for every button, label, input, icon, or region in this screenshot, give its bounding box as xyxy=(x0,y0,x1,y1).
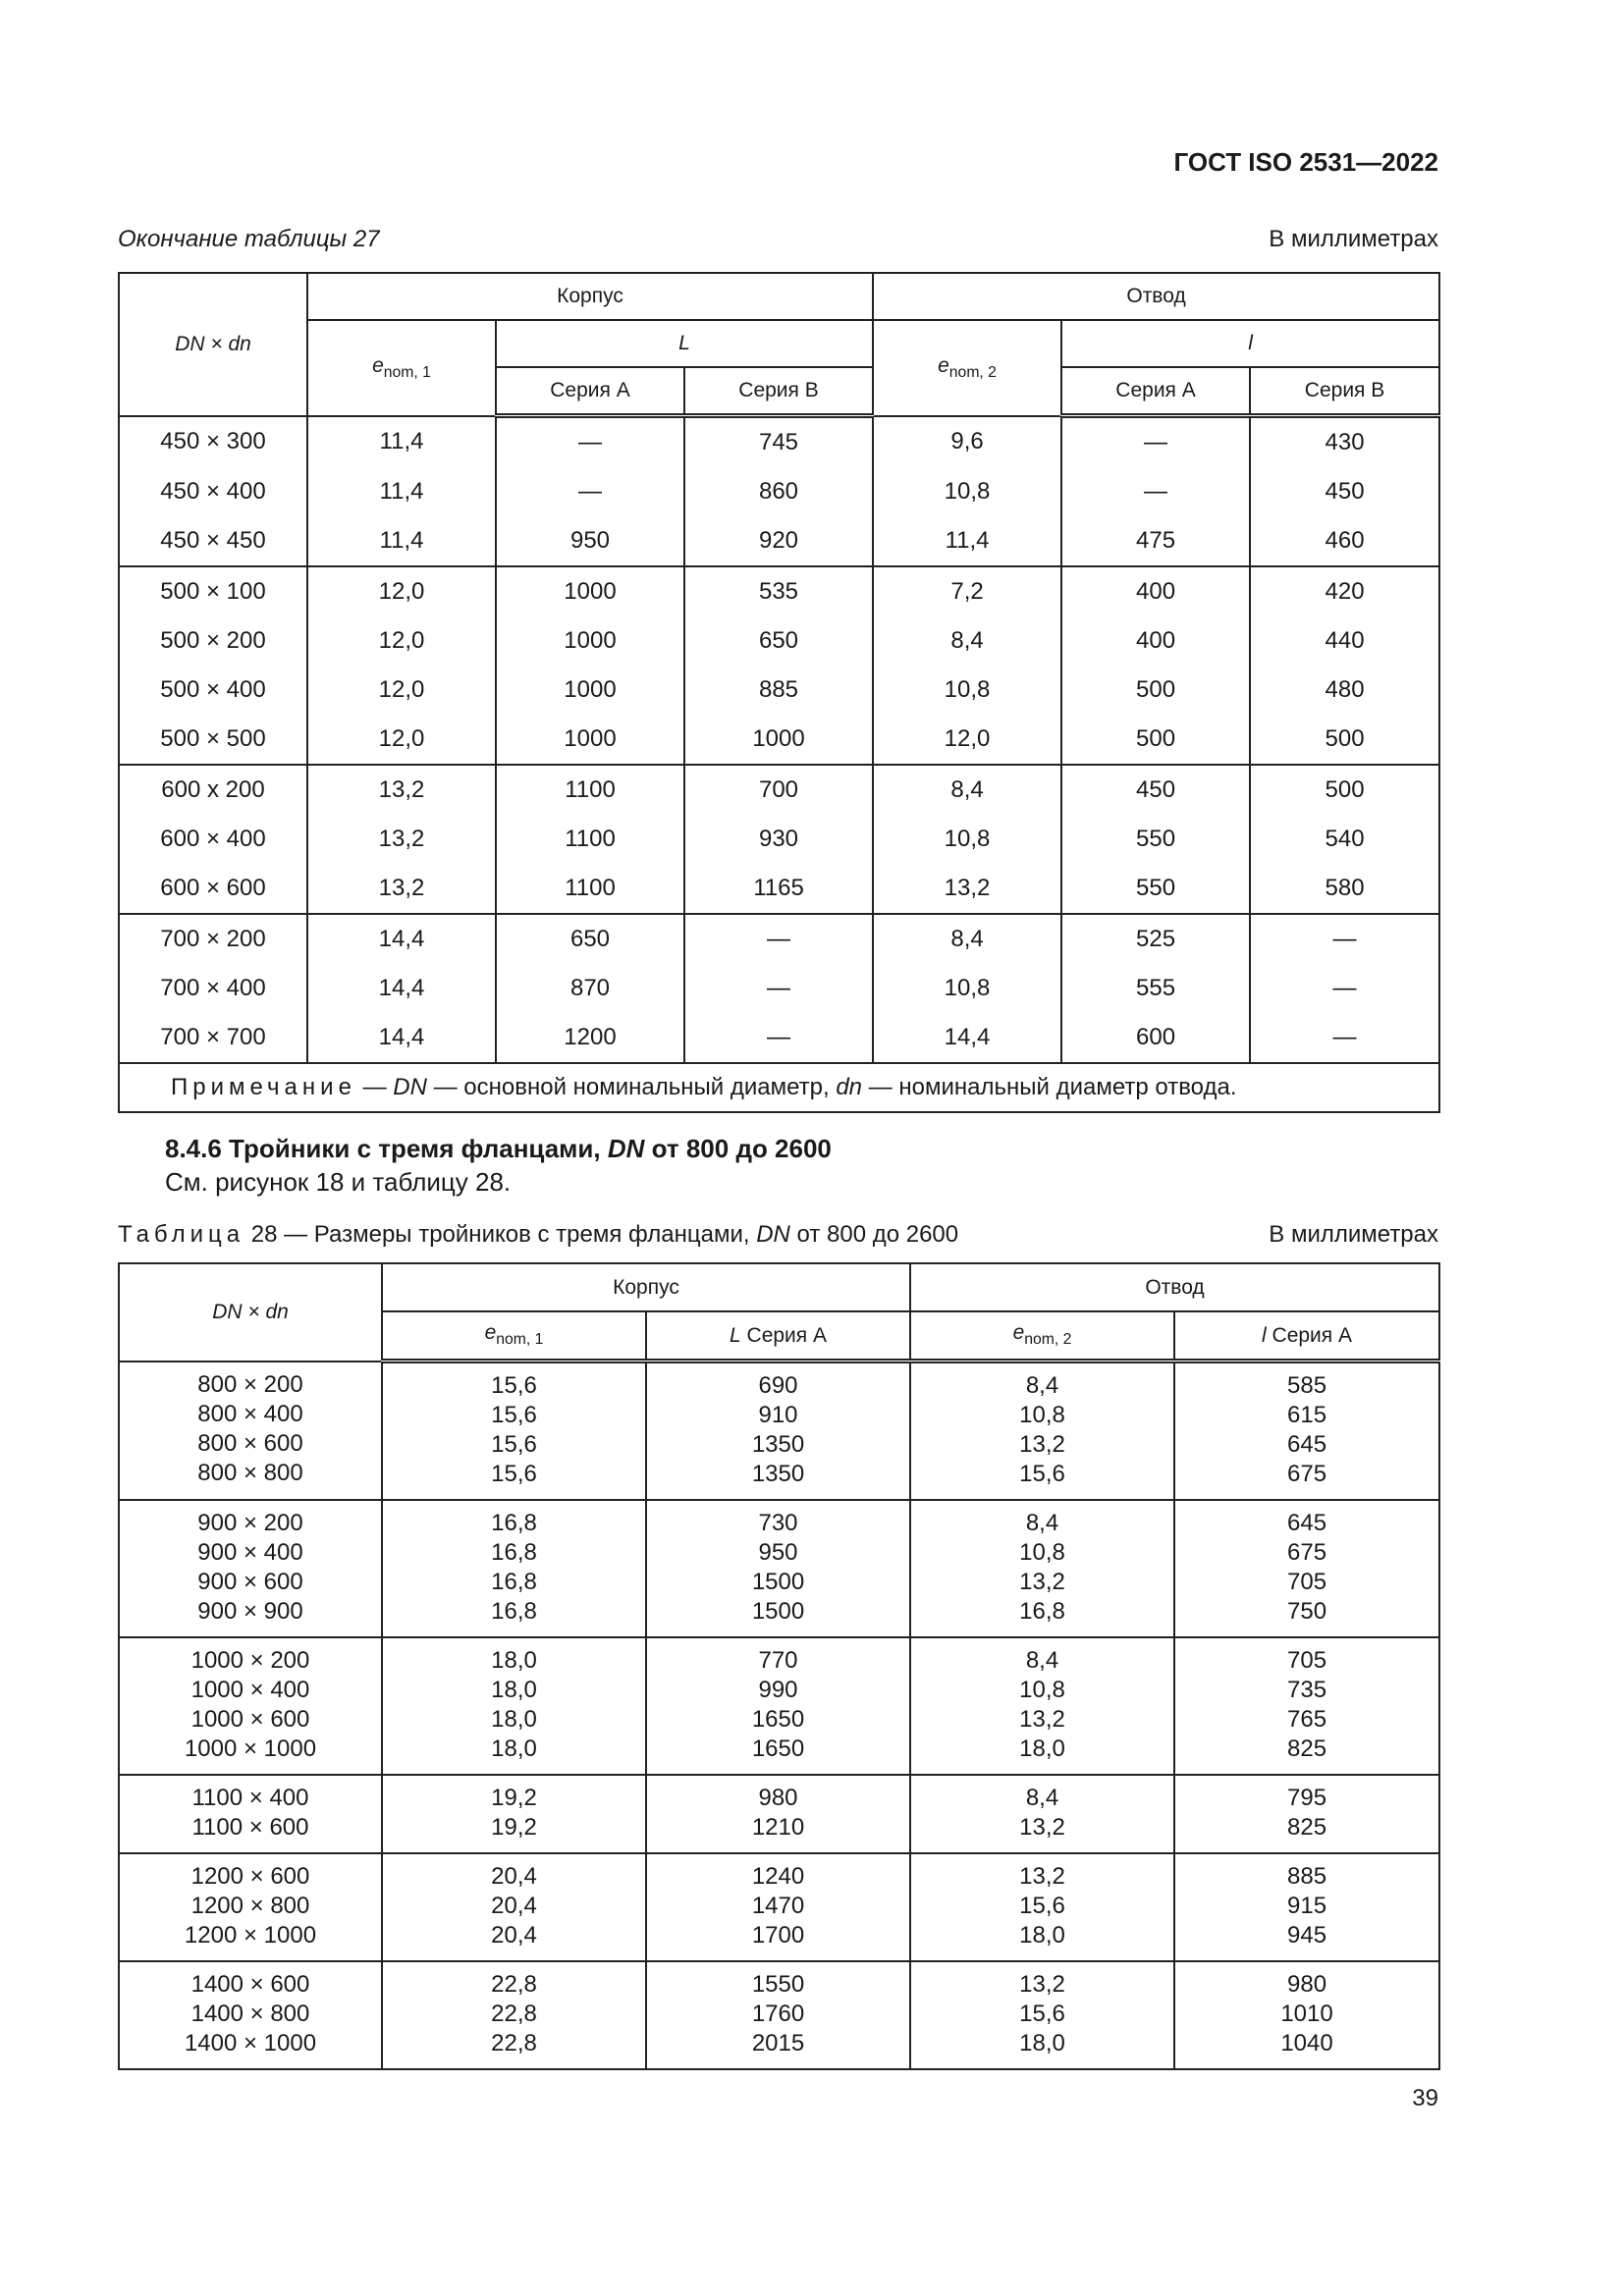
table-row-group xyxy=(119,1637,1439,1775)
cell-e1 xyxy=(382,1637,646,1775)
cell-value: 22,8 xyxy=(491,1971,537,1998)
cell-value: 1240 xyxy=(751,1863,805,1890)
cell-value: 900 × 400 xyxy=(197,1539,303,1566)
cell-value: 15,6 xyxy=(491,1372,537,1399)
cell-dn: 700 × 400 xyxy=(119,964,307,1013)
cell-dn: 500 × 200 xyxy=(119,616,307,666)
header-l-series-a: Серия А xyxy=(1061,367,1250,416)
cell-dn xyxy=(119,1775,382,1853)
cell-l-series-b: 540 xyxy=(1250,815,1439,864)
cell-e2 xyxy=(910,1362,1174,1501)
cell-value: 825 xyxy=(1287,1814,1327,1841)
table-row xyxy=(119,815,1439,864)
cell-value: 16,8 xyxy=(1019,1598,1065,1625)
table-row-group xyxy=(119,1853,1439,1961)
cell-l-series-b: — xyxy=(1250,914,1439,964)
cell-l xyxy=(1174,1500,1439,1637)
cell-value: 15,6 xyxy=(1019,2001,1065,2027)
cell-value: 735 xyxy=(1287,1677,1327,1703)
cell-value: 795 xyxy=(1287,1785,1327,1811)
cell-l-series-b: 500 xyxy=(1250,715,1439,765)
cell-value: 1010 xyxy=(1280,2001,1333,2027)
cell-e-nom-1: 11,4 xyxy=(307,416,496,468)
cell-value: 8,4 xyxy=(1025,1647,1059,1674)
cell-e1 xyxy=(382,1500,646,1637)
table-28 xyxy=(118,1262,1440,2070)
table-27 xyxy=(118,272,1440,1113)
cell-value: 1350 xyxy=(751,1461,805,1487)
cell-l-series-a: — xyxy=(1061,416,1250,468)
cell-value: 1400 × 1000 xyxy=(184,2030,317,2056)
cell-e-nom-1: 14,4 xyxy=(307,914,496,964)
cell-l-series-b: 480 xyxy=(1250,666,1439,715)
cell-l-series-b: 450 xyxy=(1250,467,1439,516)
cell-L-series-b: 860 xyxy=(684,467,873,516)
cell-e-nom-2: 9,6 xyxy=(873,416,1061,468)
cell-e-nom-1: 12,0 xyxy=(307,715,496,765)
cell-L-series-a: — xyxy=(496,467,684,516)
cell-value: 1000 × 400 xyxy=(190,1677,310,1703)
cell-l-series-b: 580 xyxy=(1250,864,1439,914)
cell-value: 1500 xyxy=(751,1598,805,1625)
cell-value: 10,8 xyxy=(1019,1402,1065,1428)
header-branch: Отвод xyxy=(873,273,1439,320)
table28-caption: Таблица 28 — Размеры тройников с тремя фланцами, DN от 800 до 2600 xyxy=(118,1221,959,1248)
cell-value: 13,2 xyxy=(1019,1569,1065,1595)
header-l-series-b: Серия В xyxy=(1250,367,1439,416)
cell-value: 705 xyxy=(1287,1647,1327,1674)
cell-e2 xyxy=(910,1775,1174,1853)
cell-L-series-a: 1000 xyxy=(496,715,684,765)
table-row xyxy=(119,864,1439,914)
table-row xyxy=(119,666,1439,715)
cell-dn: 450 × 400 xyxy=(119,467,307,516)
cell-value: 980 xyxy=(1287,1971,1327,1998)
cell-value: 1100 × 600 xyxy=(191,1814,309,1841)
cell-value: 16,8 xyxy=(491,1569,537,1595)
cell-e-nom-1: 12,0 xyxy=(307,616,496,666)
cell-value: 13,2 xyxy=(1019,1431,1065,1458)
cell-value: 885 xyxy=(1287,1863,1327,1890)
cell-L-series-b: 930 xyxy=(684,815,873,864)
cell-e-nom-2: 11,4 xyxy=(873,516,1061,566)
cell-l-series-b: 460 xyxy=(1250,516,1439,566)
cell-value: 585 xyxy=(1287,1372,1327,1399)
cell-L-series-b: — xyxy=(684,1013,873,1063)
cell-value: 18,0 xyxy=(491,1706,537,1733)
cell-e-nom-2: 13,2 xyxy=(873,864,1061,914)
cell-value: 10,8 xyxy=(1019,1677,1065,1703)
cell-l-series-a: 525 xyxy=(1061,914,1250,964)
cell-L-series-b: 1165 xyxy=(684,864,873,914)
cell-e-nom-1: 13,2 xyxy=(307,765,496,815)
header-L-series-a: Серия А xyxy=(496,367,684,416)
cell-L-series-b: 920 xyxy=(684,516,873,566)
section-reference: См. рисунок 18 и таблицу 28. xyxy=(165,1167,512,1197)
cell-value: 18,0 xyxy=(1019,1735,1065,1762)
cell-L-series-b: 885 xyxy=(684,666,873,715)
cell-L-series-b: 1000 xyxy=(684,715,873,765)
cell-L-series-a: 950 xyxy=(496,516,684,566)
table-row-group xyxy=(119,1500,1439,1637)
section-heading: 8.4.6 Тройники с тремя фланцами, DN от 800 до 2600 xyxy=(165,1134,832,1163)
cell-value: 19,2 xyxy=(491,1814,537,1841)
cell-l-series-b: — xyxy=(1250,1013,1439,1063)
cell-value: 1000 × 600 xyxy=(190,1706,310,1733)
cell-value: 900 × 600 xyxy=(197,1569,303,1595)
cell-L-series-b: 700 xyxy=(684,765,873,815)
cell-L-series-a: 1000 xyxy=(496,666,684,715)
cell-L xyxy=(646,1961,910,2069)
cell-value: 1400 × 600 xyxy=(190,1971,310,1998)
cell-value: 615 xyxy=(1287,1402,1327,1428)
cell-dn xyxy=(119,1362,382,1501)
cell-l-series-a: 450 xyxy=(1061,765,1250,815)
cell-value: 16,8 xyxy=(491,1539,537,1566)
cell-value: 22,8 xyxy=(491,2001,537,2027)
table-row-group xyxy=(119,1961,1439,2069)
cell-value: 15,6 xyxy=(491,1461,537,1487)
header-e-nom-1: $e_{nom, 1}$ xyxy=(307,320,496,416)
table-row xyxy=(119,616,1439,666)
cell-e-nom-2: 14,4 xyxy=(873,1013,1061,1063)
cell-L-series-a: 1000 xyxy=(496,616,684,666)
cell-value: 18,0 xyxy=(491,1677,537,1703)
cell-value: 8,4 xyxy=(1025,1510,1059,1536)
cell-L-series-a: 870 xyxy=(496,964,684,1013)
cell-value: 765 xyxy=(1287,1706,1327,1733)
cell-value: 1470 xyxy=(751,1893,805,1919)
table-row xyxy=(119,914,1439,964)
cell-l-series-a: 500 xyxy=(1061,715,1250,765)
cell-value: 945 xyxy=(1287,1922,1327,1949)
header-dn: DN × dn xyxy=(119,1263,382,1362)
cell-value: 900 × 900 xyxy=(197,1598,303,1625)
cell-value: 730 xyxy=(758,1510,798,1536)
cell-e-nom-1: 12,0 xyxy=(307,566,496,616)
cell-value: 980 xyxy=(758,1785,798,1811)
cell-e-nom-1: 14,4 xyxy=(307,1013,496,1063)
cell-e-nom-1: 11,4 xyxy=(307,516,496,566)
cell-value: 2015 xyxy=(751,2030,805,2056)
cell-e2 xyxy=(910,1637,1174,1775)
cell-value: 645 xyxy=(1287,1510,1327,1536)
cell-value: 13,2 xyxy=(1019,1863,1065,1890)
cell-L xyxy=(646,1637,910,1775)
cell-value: 8,4 xyxy=(1025,1372,1059,1399)
cell-dn: 500 × 400 xyxy=(119,666,307,715)
cell-L-series-a: 1100 xyxy=(496,815,684,864)
cell-value: 910 xyxy=(758,1402,798,1428)
cell-dn: 500 × 500 xyxy=(119,715,307,765)
cell-e2 xyxy=(910,1961,1174,2069)
cell-L-series-a: 1200 xyxy=(496,1013,684,1063)
cell-l xyxy=(1174,1961,1439,2069)
cell-dn: 700 × 200 xyxy=(119,914,307,964)
cell-value: 690 xyxy=(758,1372,798,1399)
cell-value: 1210 xyxy=(751,1814,805,1841)
cell-l-series-b: 500 xyxy=(1250,765,1439,815)
table-row xyxy=(119,516,1439,566)
cell-dn: 450 × 300 xyxy=(119,416,307,468)
cell-e-nom-1: 14,4 xyxy=(307,964,496,1013)
table-row xyxy=(119,467,1439,516)
header-body: Корпус xyxy=(382,1263,910,1311)
cell-e2 xyxy=(910,1853,1174,1961)
cell-e-nom-2: 10,8 xyxy=(873,467,1061,516)
cell-e-nom-2: 8,4 xyxy=(873,765,1061,815)
cell-l xyxy=(1174,1362,1439,1501)
header-L: L xyxy=(496,320,873,367)
cell-value: 1200 × 1000 xyxy=(184,1922,317,1949)
cell-value: 825 xyxy=(1287,1735,1327,1762)
header-l: l xyxy=(1061,320,1439,367)
cell-L xyxy=(646,1853,910,1961)
cell-value: 1700 xyxy=(751,1922,805,1949)
cell-l xyxy=(1174,1775,1439,1853)
cell-e-nom-2: 8,4 xyxy=(873,616,1061,666)
cell-e-nom-2: 7,2 xyxy=(873,566,1061,616)
cell-l-series-a: 500 xyxy=(1061,666,1250,715)
cell-dn: 600 × 600 xyxy=(119,864,307,914)
cell-e-nom-2: 12,0 xyxy=(873,715,1061,765)
cell-value: 645 xyxy=(1287,1431,1327,1458)
cell-dn: 600 x 200 xyxy=(119,765,307,815)
page-number: 39 xyxy=(1412,2085,1438,2111)
cell-value: 1500 xyxy=(751,1569,805,1595)
cell-value: 20,4 xyxy=(491,1893,537,1919)
cell-dn xyxy=(119,1500,382,1637)
cell-L-series-b: — xyxy=(684,964,873,1013)
table27-units: В миллиметрах xyxy=(1269,226,1438,252)
header-e-nom-2: $e_{nom, 2}$ xyxy=(873,320,1061,416)
cell-dn xyxy=(119,1853,382,1961)
cell-e-nom-1: 13,2 xyxy=(307,815,496,864)
cell-l-series-a: 475 xyxy=(1061,516,1250,566)
table-note: Примечание — DN — основной номинальный диаметр, dn — номинальный диаметр отвода. xyxy=(119,1063,1439,1112)
cell-value: 1400 × 800 xyxy=(190,2001,310,2027)
header-branch: Отвод xyxy=(910,1263,1439,1311)
cell-dn: 500 × 100 xyxy=(119,566,307,616)
cell-L-series-a: 1100 xyxy=(496,864,684,914)
cell-e1 xyxy=(382,1961,646,2069)
cell-l-series-a: 550 xyxy=(1061,815,1250,864)
cell-value: 16,8 xyxy=(491,1510,537,1536)
table-row xyxy=(119,964,1439,1013)
table27-caption: Окончание таблицы 27 xyxy=(118,226,380,252)
cell-value: 1100 × 400 xyxy=(191,1785,309,1811)
header-dn: DN × dn xyxy=(119,273,307,416)
table28-units: В миллиметрах xyxy=(1269,1221,1438,1248)
cell-dn xyxy=(119,1637,382,1775)
cell-value: 13,2 xyxy=(1019,1971,1065,1998)
cell-value: 1000 × 1000 xyxy=(184,1735,317,1762)
header-e-nom-1: $e_{nom, 1}$ xyxy=(382,1311,646,1362)
cell-value: 900 × 200 xyxy=(197,1510,303,1536)
cell-value: 800 × 600 xyxy=(197,1430,303,1458)
cell-value: 750 xyxy=(1287,1598,1327,1625)
cell-value: 15,6 xyxy=(491,1431,537,1458)
cell-value: 8,4 xyxy=(1025,1785,1059,1811)
cell-L-series-b: 650 xyxy=(684,616,873,666)
cell-e-nom-2: 8,4 xyxy=(873,914,1061,964)
cell-value: 800 × 800 xyxy=(197,1460,303,1487)
cell-L xyxy=(646,1775,910,1853)
cell-value: 15,6 xyxy=(1019,1461,1065,1487)
cell-e1 xyxy=(382,1362,646,1501)
cell-l-series-b: 420 xyxy=(1250,566,1439,616)
cell-L-series-b: 535 xyxy=(684,566,873,616)
cell-value: 1650 xyxy=(751,1706,805,1733)
cell-dn: 700 × 700 xyxy=(119,1013,307,1063)
cell-e-nom-2: 10,8 xyxy=(873,815,1061,864)
table-row-group xyxy=(119,1775,1439,1853)
cell-value: 16,8 xyxy=(491,1598,537,1625)
cell-value: 10,8 xyxy=(1019,1539,1065,1566)
cell-e2 xyxy=(910,1500,1174,1637)
cell-value: 18,0 xyxy=(1019,1922,1065,1949)
cell-value: 22,8 xyxy=(491,2030,537,2056)
table-row xyxy=(119,566,1439,616)
cell-value: 675 xyxy=(1287,1461,1327,1487)
cell-L-series-a: 650 xyxy=(496,914,684,964)
cell-dn xyxy=(119,1961,382,2069)
cell-L-series-b: — xyxy=(684,914,873,964)
cell-value: 1550 xyxy=(751,1971,805,1998)
cell-L-series-a: 1100 xyxy=(496,765,684,815)
cell-value: 1200 × 800 xyxy=(190,1893,310,1919)
cell-value: 20,4 xyxy=(491,1863,537,1890)
cell-l-series-b: 440 xyxy=(1250,616,1439,666)
table-row xyxy=(119,715,1439,765)
cell-value: 18,0 xyxy=(491,1735,537,1762)
cell-value: 705 xyxy=(1287,1569,1327,1595)
table-row xyxy=(119,416,1439,468)
cell-value: 13,2 xyxy=(1019,1814,1065,1841)
cell-value: 800 × 200 xyxy=(197,1371,303,1399)
cell-l-series-a: — xyxy=(1061,467,1250,516)
cell-L xyxy=(646,1500,910,1637)
cell-L xyxy=(646,1362,910,1501)
cell-l-series-a: 400 xyxy=(1061,566,1250,616)
cell-l xyxy=(1174,1637,1439,1775)
cell-value: 800 × 400 xyxy=(197,1401,303,1428)
header-L-series-a: L Серия А xyxy=(646,1311,910,1362)
cell-e-nom-1: 12,0 xyxy=(307,666,496,715)
cell-value: 20,4 xyxy=(491,1922,537,1949)
cell-value: 675 xyxy=(1287,1539,1327,1566)
cell-value: 950 xyxy=(758,1539,798,1566)
cell-e1 xyxy=(382,1775,646,1853)
cell-l-series-a: 600 xyxy=(1061,1013,1250,1063)
cell-value: 770 xyxy=(758,1647,798,1674)
header-L-series-b: Серия В xyxy=(684,367,873,416)
cell-l xyxy=(1174,1853,1439,1961)
table-row-group xyxy=(119,1362,1439,1501)
document-id: ГОСТ ISO 2531—2022 xyxy=(1173,147,1438,177)
cell-e-nom-2: 10,8 xyxy=(873,666,1061,715)
cell-value: 18,0 xyxy=(491,1647,537,1674)
header-l-series-a: l Серия А xyxy=(1174,1311,1439,1362)
cell-e-nom-1: 11,4 xyxy=(307,467,496,516)
cell-e1 xyxy=(382,1853,646,1961)
cell-l-series-b: 430 xyxy=(1250,416,1439,468)
cell-value: 15,6 xyxy=(1019,1893,1065,1919)
cell-L-series-b: 745 xyxy=(684,416,873,468)
cell-L-series-a: 1000 xyxy=(496,566,684,616)
header-body: Корпус xyxy=(307,273,873,320)
cell-value: 915 xyxy=(1287,1893,1327,1919)
cell-value: 1650 xyxy=(751,1735,805,1762)
cell-l-series-a: 550 xyxy=(1061,864,1250,914)
cell-value: 1200 × 600 xyxy=(190,1863,310,1890)
cell-dn: 600 × 400 xyxy=(119,815,307,864)
cell-value: 990 xyxy=(758,1677,798,1703)
cell-L-series-a: — xyxy=(496,416,684,468)
cell-dn: 450 × 450 xyxy=(119,516,307,566)
cell-value: 18,0 xyxy=(1019,2030,1065,2056)
cell-value: 1760 xyxy=(751,2001,805,2027)
cell-e-nom-2: 10,8 xyxy=(873,964,1061,1013)
cell-value: 1040 xyxy=(1280,2030,1333,2056)
header-e-nom-2: $e_{nom, 2}$ xyxy=(910,1311,1174,1362)
cell-value: 1000 × 200 xyxy=(190,1647,310,1674)
cell-value: 13,2 xyxy=(1019,1706,1065,1733)
cell-l-series-b: — xyxy=(1250,964,1439,1013)
cell-value: 1350 xyxy=(751,1431,805,1458)
cell-l-series-a: 555 xyxy=(1061,964,1250,1013)
table-row xyxy=(119,1013,1439,1063)
cell-l-series-a: 400 xyxy=(1061,616,1250,666)
table-row xyxy=(119,765,1439,815)
cell-value: 19,2 xyxy=(491,1785,537,1811)
cell-e-nom-1: 13,2 xyxy=(307,864,496,914)
cell-value: 15,6 xyxy=(491,1402,537,1428)
